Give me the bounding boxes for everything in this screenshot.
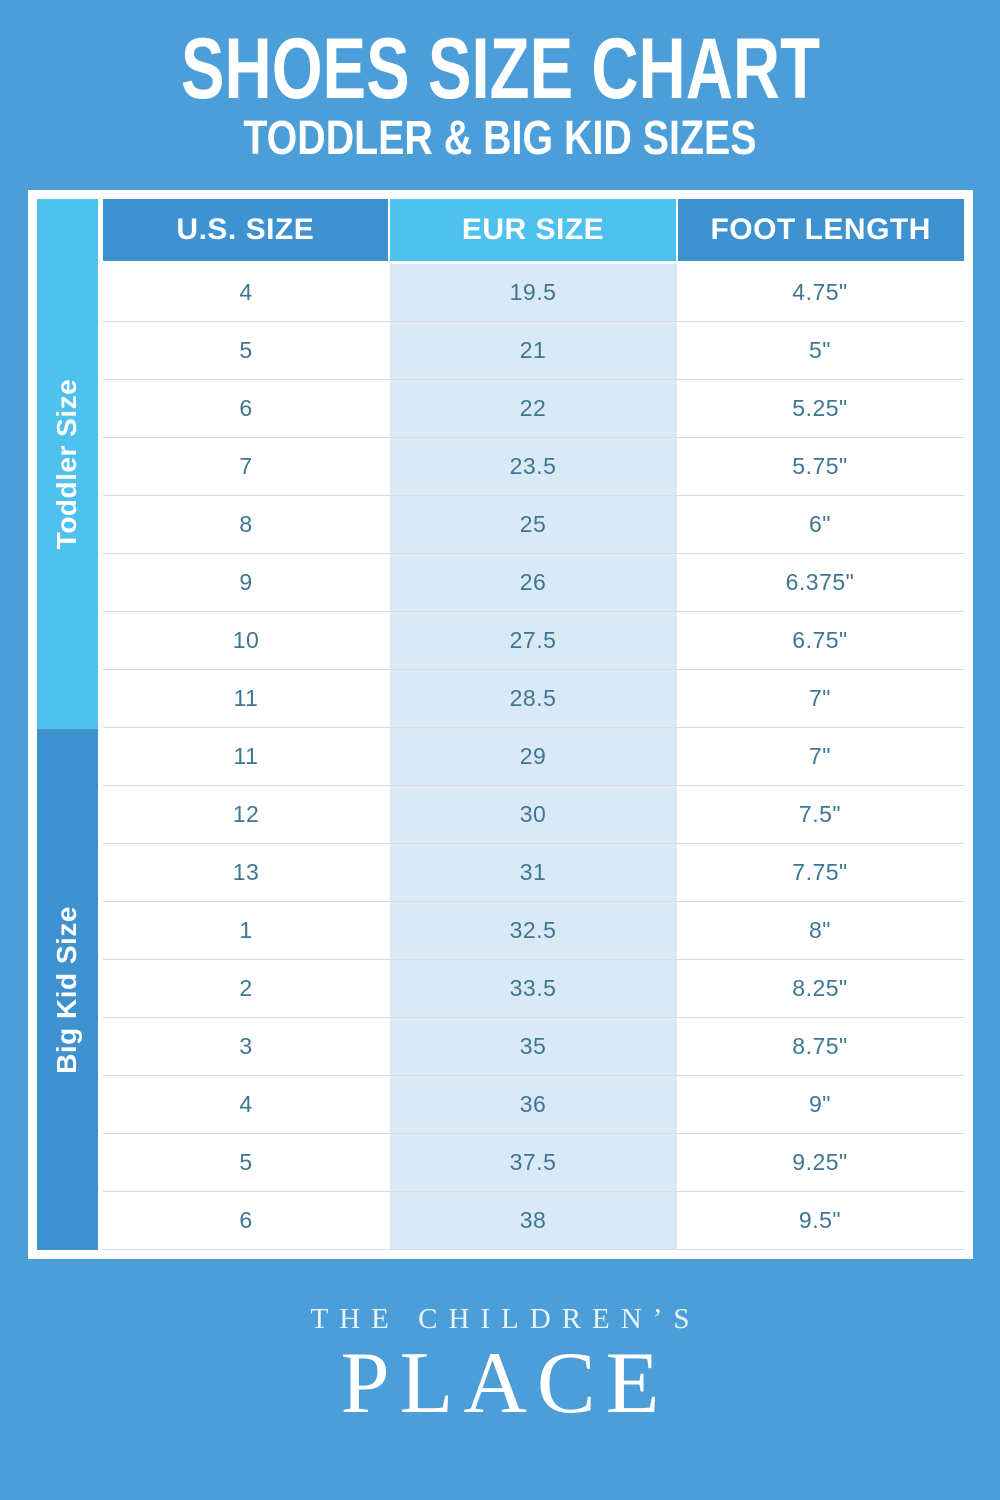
cell-eur-size: 33.5 — [390, 960, 677, 1017]
table-row — [103, 728, 964, 786]
cell-eur-size: 25 — [390, 496, 677, 553]
cell-eur-size: 19.5 — [390, 264, 677, 321]
cell-us-size: 2 — [239, 975, 253, 1002]
cell-foot-length: 4.75" — [792, 279, 848, 306]
cell-eur-size: 37.5 — [390, 1134, 677, 1191]
column-header-foot-length: FOOT LENGTH — [676, 199, 964, 261]
cell-us-size: 1 — [239, 917, 253, 944]
table-row — [103, 496, 964, 554]
big-kid-size-label: Big Kid Size — [51, 905, 83, 1074]
cell-us-size: 6 — [239, 1207, 253, 1234]
cell-us-size: 8 — [239, 511, 253, 538]
cell-us-size: 9 — [239, 569, 253, 596]
table-row — [103, 1076, 964, 1134]
cell-eur-size: 23.5 — [390, 438, 677, 495]
column-header-eur-size: EUR SIZE — [388, 199, 676, 261]
cell-foot-length: 9.5" — [798, 1207, 842, 1234]
table-row — [103, 322, 964, 380]
cell-eur-size: 36 — [390, 1076, 677, 1133]
cell-eur-size: 32.5 — [390, 902, 677, 959]
cell-foot-length: 6.75" — [792, 627, 848, 654]
cell-us-size: 12 — [232, 801, 260, 828]
cell-us-size: 5 — [239, 1149, 253, 1176]
cell-us-size: 11 — [233, 685, 259, 712]
cell-eur-size: 31 — [390, 844, 677, 901]
cell-eur-size: 38 — [390, 1192, 677, 1249]
table-header-row — [103, 199, 964, 261]
brand-name-line1: THE CHILDREN’S — [310, 1303, 701, 1336]
table-row — [103, 438, 964, 496]
cell-foot-length: 5.25" — [792, 395, 848, 422]
header — [0, 0, 1000, 164]
table-row — [103, 670, 964, 728]
cell-foot-length: 8" — [809, 917, 831, 944]
table-row — [103, 380, 964, 438]
table-row — [103, 902, 964, 960]
cell-us-size: 11 — [233, 743, 259, 770]
cell-foot-length: 7" — [809, 685, 831, 712]
cell-eur-size: 29 — [390, 728, 677, 785]
table-row — [103, 844, 964, 902]
brand-name-line2: PLACE — [340, 1335, 670, 1433]
cell-eur-size: 28.5 — [390, 670, 677, 727]
cell-eur-size: 30 — [390, 786, 677, 843]
table-row — [103, 1018, 964, 1076]
cell-eur-size: 27.5 — [390, 612, 677, 669]
table-row — [103, 786, 964, 844]
big-kid-size-band — [37, 729, 98, 1250]
cell-foot-length: 6.375" — [785, 569, 855, 596]
cell-us-size: 3 — [239, 1033, 253, 1060]
cell-us-size: 4 — [239, 279, 253, 306]
cell-foot-length: 5.75" — [792, 453, 848, 480]
cell-eur-size: 35 — [390, 1018, 677, 1075]
table-row — [103, 960, 964, 1018]
page-subtitle: TODDLER & BIG KID SIZES — [243, 112, 757, 165]
column-header-us-size: U.S. SIZE — [103, 199, 389, 261]
cell-foot-length: 7" — [809, 743, 831, 770]
cell-foot-length: 7.75" — [792, 859, 848, 886]
cell-eur-size: 26 — [390, 554, 677, 611]
cell-foot-length: 8.25" — [792, 975, 848, 1002]
cell-us-size: 4 — [239, 1091, 253, 1118]
cell-eur-size: 21 — [390, 322, 677, 379]
table-row — [103, 612, 964, 670]
cell-us-size: 13 — [232, 859, 260, 886]
cell-us-size: 7 — [239, 453, 253, 480]
cell-us-size: 10 — [232, 627, 260, 654]
page-title: SHOES SIZE CHART — [180, 21, 820, 117]
table-body — [103, 264, 964, 1250]
cell-foot-length: 7.5" — [798, 801, 842, 828]
cell-us-size: 5 — [239, 337, 253, 364]
table-row — [103, 1192, 964, 1250]
size-chart-table — [28, 190, 973, 1259]
table-grid — [103, 199, 964, 1250]
cell-eur-size: 22 — [390, 380, 677, 437]
brand-footer — [0, 1303, 1000, 1433]
table-row — [103, 554, 964, 612]
table-row — [103, 264, 964, 322]
table-row — [103, 1134, 964, 1192]
cell-foot-length: 6" — [809, 511, 831, 538]
toddler-size-label: Toddler Size — [51, 379, 83, 550]
cell-foot-length: 9" — [809, 1091, 831, 1118]
cell-us-size: 6 — [239, 395, 253, 422]
cell-foot-length: 5" — [809, 337, 831, 364]
cell-foot-length: 9.25" — [792, 1149, 848, 1176]
cell-foot-length: 8.75" — [792, 1033, 848, 1060]
section-band-column — [37, 199, 98, 1250]
toddler-size-band — [37, 199, 98, 729]
